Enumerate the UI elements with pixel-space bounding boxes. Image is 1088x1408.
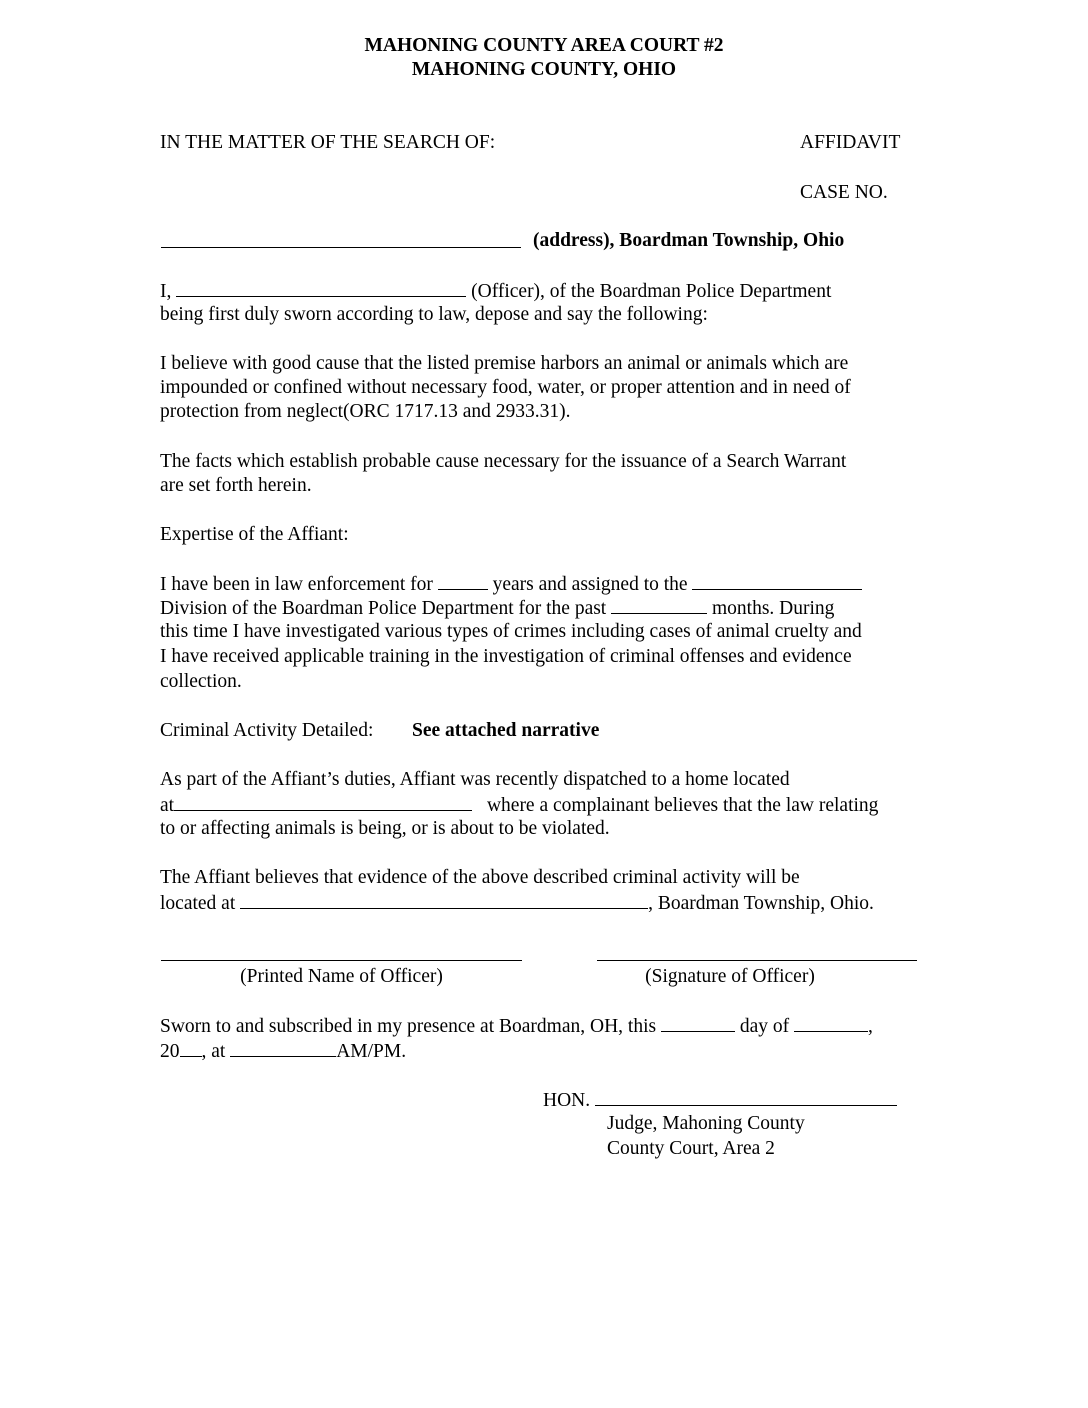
expertise-text: months. During (711, 598, 835, 619)
signature-line[interactable] (597, 960, 917, 961)
year-blank[interactable] (180, 1039, 202, 1057)
duties-line3: to or affecting animals is being, or is about to be violated. (160, 818, 610, 839)
matter-caption: IN THE MATTER OF THE SEARCH OF: (160, 132, 496, 153)
sworn-text: day of (739, 1016, 790, 1037)
years-blank[interactable] (438, 572, 488, 590)
address-suffix: (address), Boardman Township, Ohio (533, 230, 845, 251)
officer-name-blank[interactable] (176, 279, 466, 297)
expertise-line4: I have received applicable training in the investigation of criminal offenses and evidence (160, 646, 852, 667)
duties-line2 (160, 793, 878, 819)
case-number-label: CASE NO. (800, 182, 888, 203)
time-blank[interactable] (230, 1039, 336, 1057)
duties-text: where a complainant believes that the law relating (486, 795, 879, 816)
sworn-text: , at (201, 1041, 226, 1062)
sworn-text: , (867, 1016, 873, 1037)
printed-name-line[interactable] (161, 960, 522, 961)
day-blank[interactable] (661, 1014, 735, 1032)
sworn-line2 (160, 1039, 406, 1065)
county-state: MAHONING COUNTY, OHIO (411, 59, 677, 80)
judge-title-line2: County Court, Area 2 (607, 1138, 775, 1159)
judge-title-line1: Judge, Mahoning County (607, 1113, 805, 1134)
criminal-activity-value: See attached narrative (412, 720, 600, 741)
months-blank[interactable] (611, 596, 707, 614)
belief-line: impounded or confined without necessary food, water, or proper attention and in need of (160, 377, 851, 398)
hon-label: HON. (543, 1090, 591, 1111)
criminal-activity-label: Criminal Activity Detailed: (160, 720, 374, 741)
facts-line: are set forth herein. (160, 475, 312, 496)
sworn-line1 (160, 1014, 873, 1040)
expertise-line3: this time I have investigated various types of crimes including cases of animal cruelty and (160, 621, 862, 642)
facts-line: The facts which establish probable cause necessary for the issuance of a Search Warrant (160, 451, 847, 472)
evidence-location-blank[interactable] (240, 891, 648, 909)
sworn-text: AM/PM. (336, 1041, 407, 1062)
officer-prefix: I, (160, 281, 172, 302)
evidence-text: located at (160, 893, 236, 914)
expertise-line5: collection. (160, 671, 242, 692)
printed-name-label: (Printed Name of Officer) (240, 966, 443, 987)
sworn-text: Sworn to and subscribed in my presence at Boardman, OH, this (160, 1016, 657, 1037)
officer-intro-line2: being first duly sworn according to law, depose and say the following: (160, 304, 708, 325)
judge-name-blank[interactable] (595, 1088, 897, 1106)
month-blank[interactable] (794, 1014, 868, 1032)
belief-line: protection from neglect(ORC 1717.13 and 2933.31). (160, 401, 571, 422)
sworn-text: 20 (160, 1041, 180, 1062)
duties-line1: As part of the Affiant’s duties, Affiant was recently dispatched to a home located (160, 769, 790, 790)
evidence-line2 (160, 891, 874, 917)
evidence-line1: The Affiant believes that evidence of the above described criminal activity will be (160, 867, 800, 888)
judge-line (543, 1088, 897, 1114)
expertise-text: I have been in law enforcement for (160, 574, 433, 595)
division-blank[interactable] (692, 572, 862, 590)
evidence-text: , Boardman Township, Ohio. (648, 893, 874, 914)
expertise-text: Division of the Boardman Police Department for the past (160, 598, 607, 619)
home-address-blank[interactable] (174, 793, 472, 811)
expertise-line2 (160, 596, 834, 622)
officer-suffix: (Officer), of the Boardman Police Department (471, 281, 832, 302)
court-name: MAHONING COUNTY AREA COURT #2 (364, 35, 724, 56)
expertise-heading: Expertise of the Affiant: (160, 524, 349, 545)
duties-text: at (160, 795, 175, 816)
expertise-text: years and assigned to the (492, 574, 688, 595)
belief-line: I believe with good cause that the listed premise harbors an animal or animals which are (160, 353, 849, 374)
expertise-line1 (160, 572, 862, 598)
document-type: AFFIDAVIT (800, 132, 901, 153)
officer-intro-line1 (160, 279, 831, 305)
address-blank[interactable] (161, 247, 521, 248)
signature-label: (Signature of Officer) (645, 966, 815, 987)
